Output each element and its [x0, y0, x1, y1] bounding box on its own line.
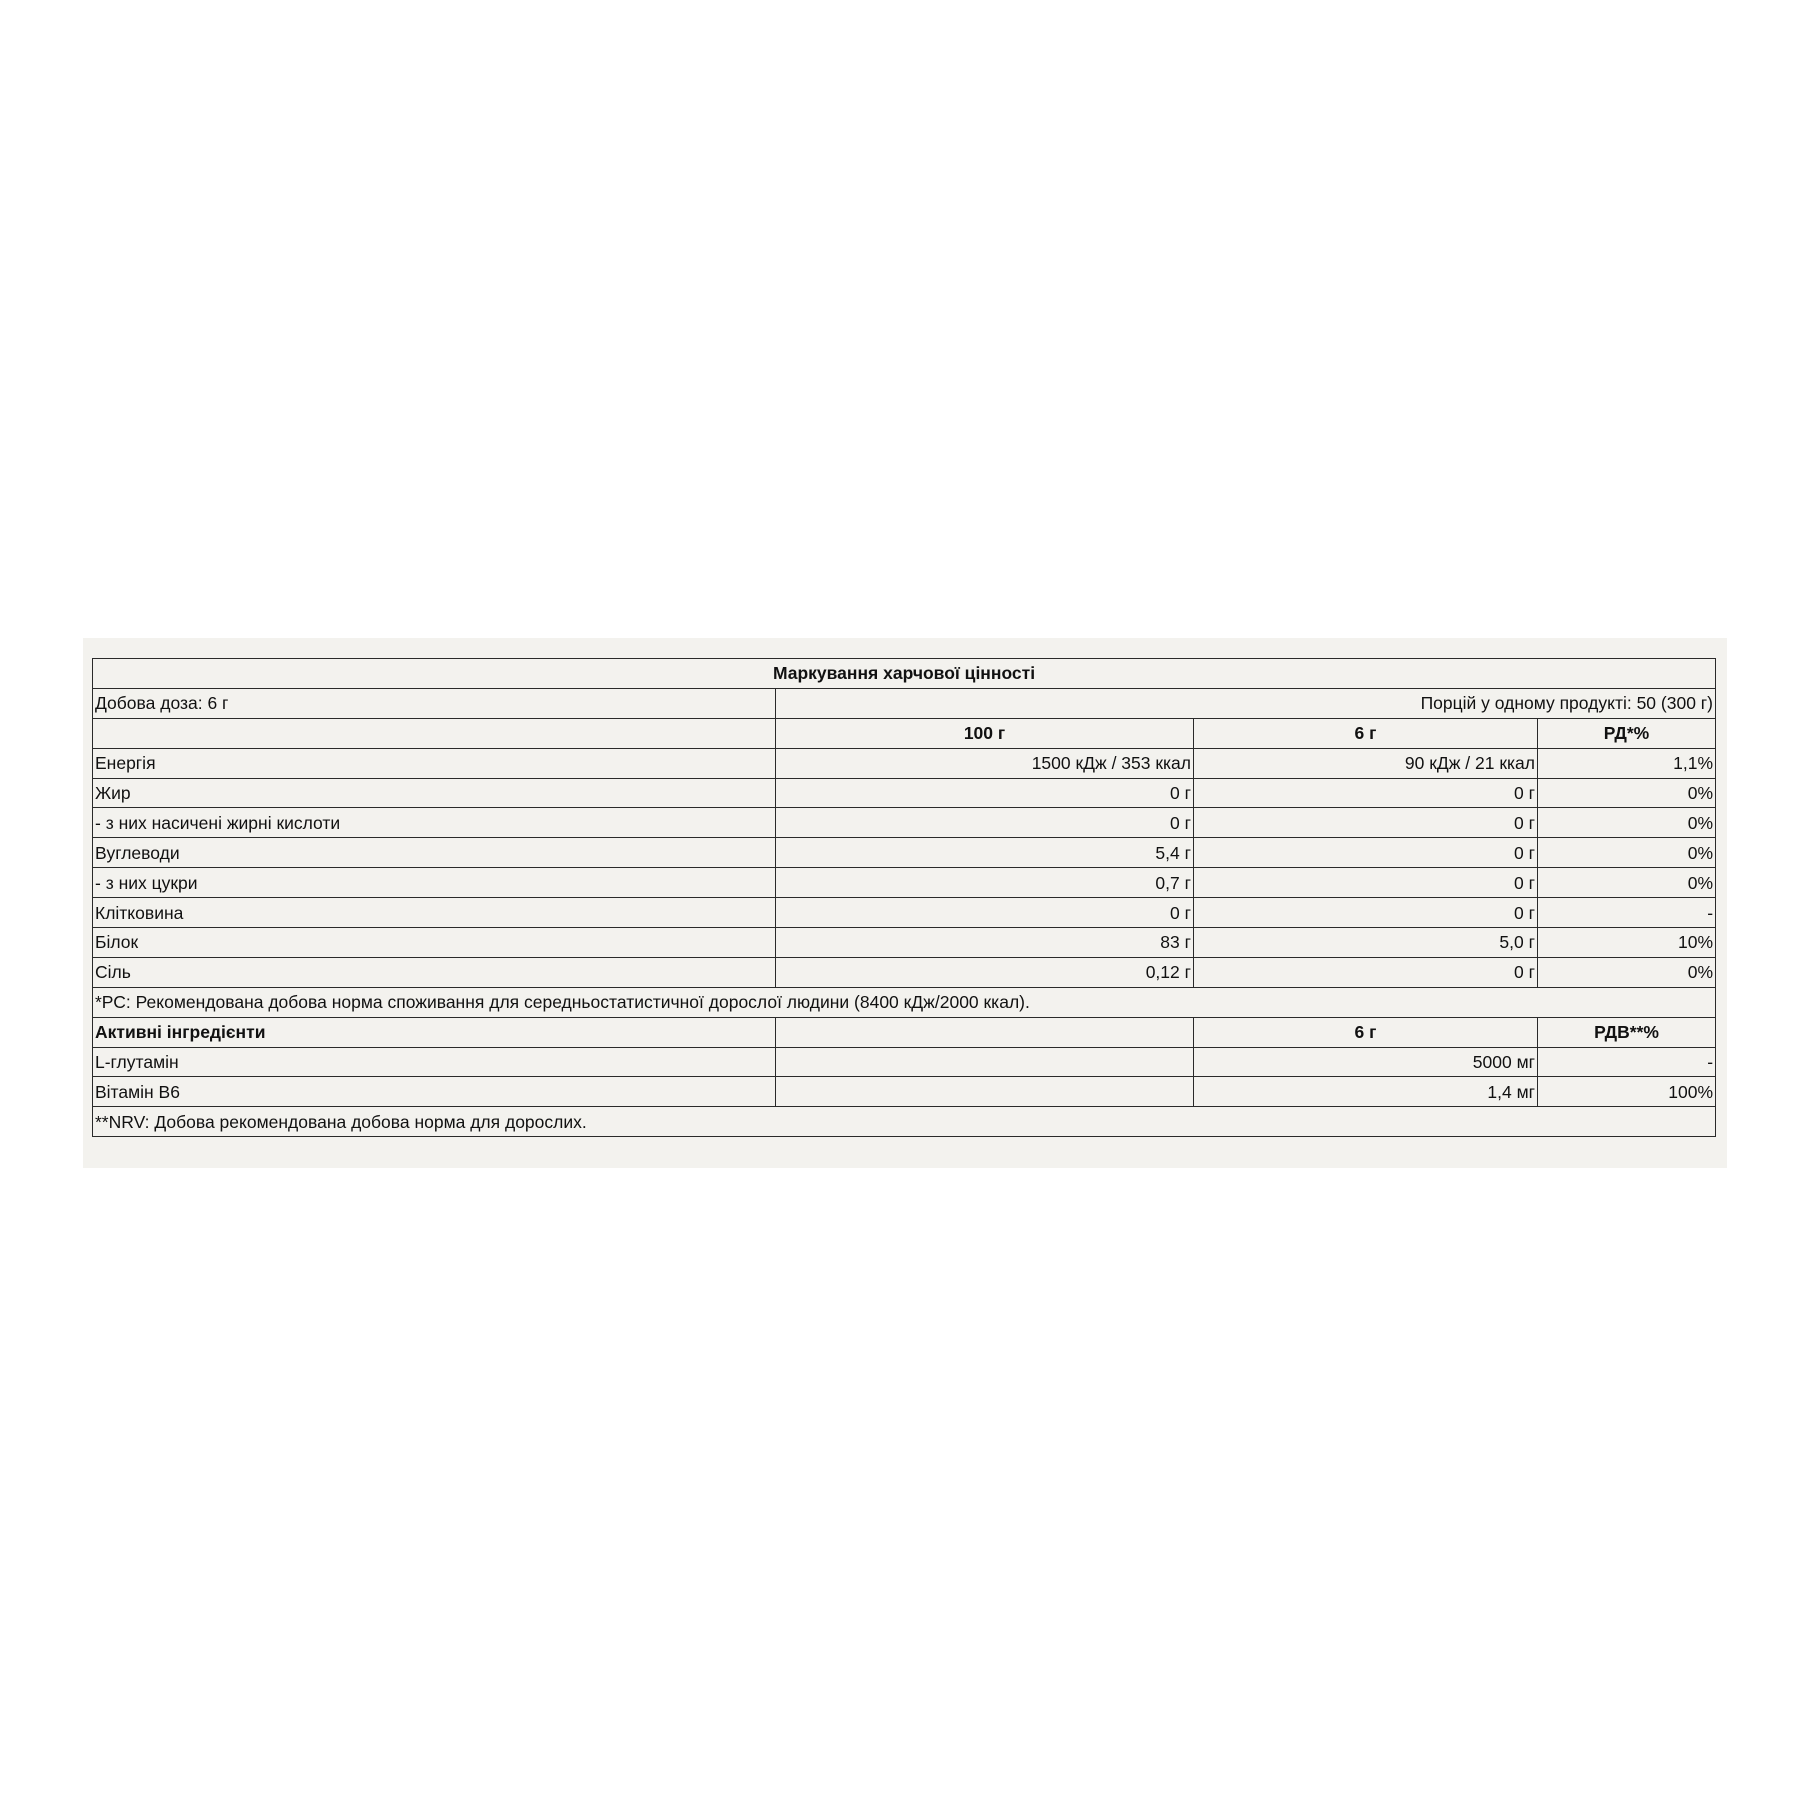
nutrient-name: Клітковина	[93, 898, 776, 928]
daily-dose: Добова доза: 6 г	[93, 688, 776, 718]
nutrient-per-100g: 0 г	[776, 898, 1194, 928]
footnote-nrv: **NRV: Добова рекомендована добова норма для дорослих.	[93, 1107, 1716, 1137]
table-row	[93, 868, 1716, 898]
nutrient-rd: 1,1%	[1538, 748, 1716, 778]
portions-per-product: Порцій у одному продукті: 50 (300 г)	[776, 688, 1716, 718]
ingredient-name: L-глутамін	[93, 1047, 776, 1077]
active-header-rdv-percent: РДВ**%	[1538, 1017, 1716, 1047]
table-row	[93, 1077, 1716, 1107]
empty-cell	[776, 1077, 1194, 1107]
nutrient-per-100g: 0 г	[776, 808, 1194, 838]
table-row	[93, 838, 1716, 868]
nutrient-name: Енергія	[93, 748, 776, 778]
ingredient-per-dose: 5000 мг	[1194, 1047, 1538, 1077]
table-title: Маркування харчової цінності	[93, 659, 1716, 689]
nutrient-rd: 0%	[1538, 957, 1716, 987]
header-per-100g: 100 г	[776, 718, 1194, 748]
nutrient-per-dose: 0 г	[1194, 838, 1538, 868]
nutrient-per-dose: 0 г	[1194, 868, 1538, 898]
nutrient-name: Сіль	[93, 957, 776, 987]
header-empty-cell	[93, 718, 776, 748]
nutrient-rd: 0%	[1538, 778, 1716, 808]
nutrient-name: Білок	[93, 928, 776, 958]
nutrient-per-dose: 90 кДж / 21 ккал	[1194, 748, 1538, 778]
ingredient-per-dose: 1,4 мг	[1194, 1077, 1538, 1107]
table-row	[93, 957, 1716, 987]
table-row	[93, 928, 1716, 958]
nutrient-name: - з них насичені жирні кислоти	[93, 808, 776, 838]
active-ingredients-header: Активні інгредієнти	[93, 1017, 776, 1047]
title-row	[93, 659, 1716, 689]
nutrient-name: - з них цукри	[93, 868, 776, 898]
ingredient-rdv: -	[1538, 1047, 1716, 1077]
footnote-rd: *РС: Рекомендована добова норма споживання для середньостатистичної дорослої людини (8400 кДж/2000 ккал).	[93, 987, 1716, 1017]
nutrient-rd: 0%	[1538, 838, 1716, 868]
nutrient-per-dose: 5,0 г	[1194, 928, 1538, 958]
nutrient-per-dose: 0 г	[1194, 898, 1538, 928]
nutrient-per-dose: 0 г	[1194, 957, 1538, 987]
nutrient-per-dose: 0 г	[1194, 778, 1538, 808]
nutrient-name: Жир	[93, 778, 776, 808]
header-empty-cell	[776, 1017, 1194, 1047]
nutrient-rd: -	[1538, 898, 1716, 928]
header-rd-percent: РД*%	[1538, 718, 1716, 748]
nutrient-name: Вуглеводи	[93, 838, 776, 868]
ingredient-name: Вітамін В6	[93, 1077, 776, 1107]
footnote-row	[93, 1107, 1716, 1137]
nutrient-per-100g: 0,7 г	[776, 868, 1194, 898]
nutrient-per-dose: 0 г	[1194, 808, 1538, 838]
nutrient-per-100g: 83 г	[776, 928, 1194, 958]
footnote-row	[93, 987, 1716, 1017]
nutrient-rd: 0%	[1538, 868, 1716, 898]
nutrient-per-100g: 1500 кДж / 353 ккал	[776, 748, 1194, 778]
nutrient-per-100g: 0 г	[776, 778, 1194, 808]
nutrient-per-100g: 5,4 г	[776, 838, 1194, 868]
nutrient-rd: 0%	[1538, 808, 1716, 838]
nutrient-per-100g: 0,12 г	[776, 957, 1194, 987]
active-header-per-dose: 6 г	[1194, 1017, 1538, 1047]
table-row	[93, 778, 1716, 808]
dose-row	[93, 688, 1716, 718]
table-row	[93, 898, 1716, 928]
active-header-row	[93, 1017, 1716, 1047]
column-header-row	[93, 718, 1716, 748]
ingredient-rdv: 100%	[1538, 1077, 1716, 1107]
table-row	[93, 748, 1716, 778]
nutrition-table	[92, 658, 1716, 1137]
empty-cell	[776, 1047, 1194, 1077]
table-row	[93, 808, 1716, 838]
header-per-dose: 6 г	[1194, 718, 1538, 748]
table-row	[93, 1047, 1716, 1077]
nutrient-rd: 10%	[1538, 928, 1716, 958]
